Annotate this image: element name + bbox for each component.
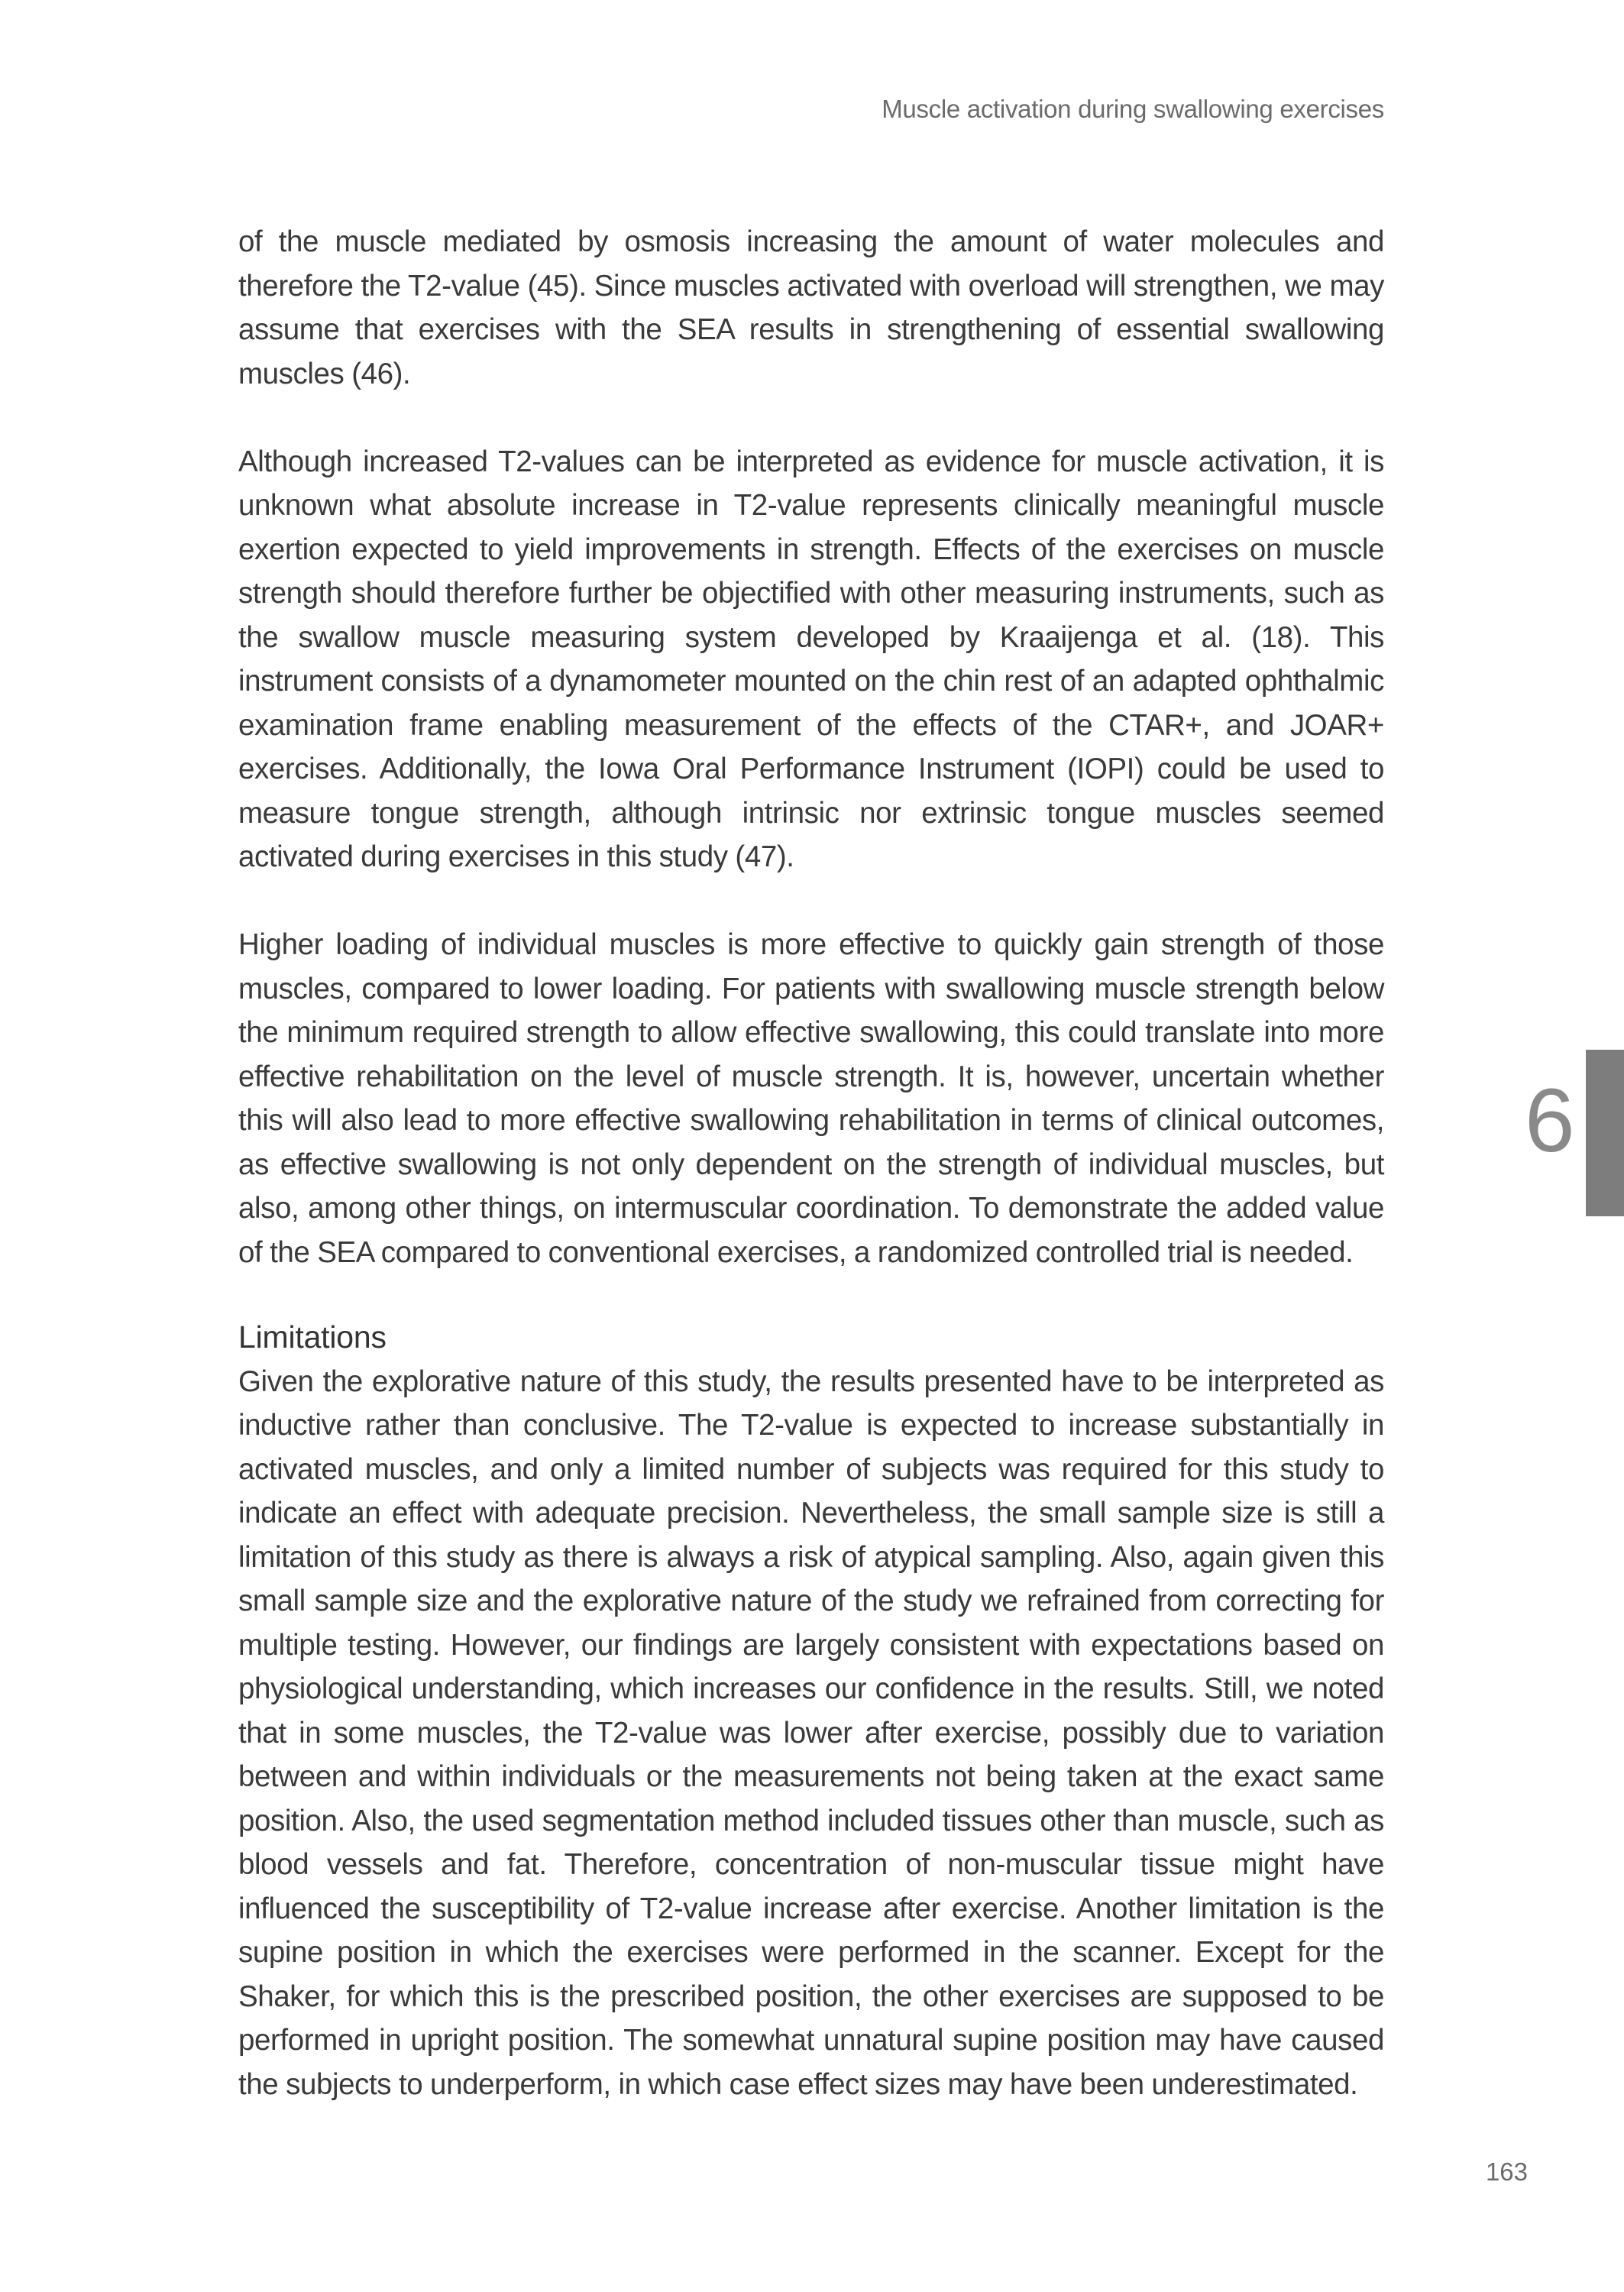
chapter-tab [1586,1050,1624,1216]
paragraph-1: of the muscle mediated by osmosis increasing the amount of water molecules and therefore the T2-value (45). Since muscles activated with overload will strengthen, we may assume that exercises with the SEA results in strengthening of essential swallowing muscles (46). [238,225,1384,390]
limitations-paragraph: Given the explorative nature of this study, the results presented have to be interpreted as inductive rather than conclusive. The T2-value is expected to increase substantially in activated muscles, and only a limited number of subjects was required for this study to indicate an effect with adequate precision. Nevertheless, the small sample size is still a limitation of this study as there is always a risk of atypical sampling. Also, again given this small sample size and the explorative nature of the study we refrained from correcting for multiple testing. However, our findings are largely consistent with expectations based on physiological understanding, which increases our confidence in the results. Still, we noted that in some muscles, the T2-value was lower after exercise, possibly due to variation between and within individuals or the measurements not being taken at the exact same position. Also, the used segmentation method included tissues other than muscle, such as blood vessels and fat. Therefore, concentration of non-muscular tissue might have influenced the susceptibility of T2-value increase after exercise. Another limitation is the supine position in which the exercises were performed in the scanner. Except for the Shaker, for which this is the prescribed position, the other exercises are supposed to be performed in upright position. The somewhat unnatural supine position may have caused the subjects to underperform, in which case effect sizes may have been underestimated. [238,1365,1384,2101]
paragraph-3: Higher loading of individual muscles is more effective to quickly gain strength of those muscles, compared to lower loading. For patients with swallowing muscle strength below the minimum required strength to allow effective swallowing, this could translate into more effective rehabilitation on the level of muscle strength. It is, however, uncertain whether this will also lead to more effective swallowing rehabilitation in terms of clinical outcomes, as effective swallowing is not only dependent on the strength of individual muscles, but also, among other things, on intermuscular coordination. To demonstrate the added value of the SEA compared to conventional exercises, a randomized controlled trial is needed. [238,928,1384,1269]
running-header: Muscle activation during swallowing exercises [882,95,1384,123]
chapter-number: 6 [1525,1070,1575,1171]
paragraph-2: Although increased T2-values can be interpreted as evidence for muscle activation, it is unknown what absolute increase in T2-value represents clinically meaningful muscle exertion expected to yield improvements in strength. Effects of the exercises on muscle strength should therefore further be objectified with other measuring instruments, such as the swallow muscle measuring system developed by Kraaijenga et al. (18). This instrument consists of a dynamometer mounted on the chin rest of an adapted ophthalmic examination frame enabling measurement of the effects of the CTAR+, and JOAR+ exercises. Additionally, the Iowa Oral Performance Instrument (IOPI) could be used to measure tongue strength, although intrinsic nor extrinsic tongue muscles seemed activated during exercises in this study (47). [238,445,1384,873]
limitations-heading: Limitations [238,1319,387,1355]
page-body [238,220,1384,2106]
page-number: 163 [1485,2158,1528,2186]
